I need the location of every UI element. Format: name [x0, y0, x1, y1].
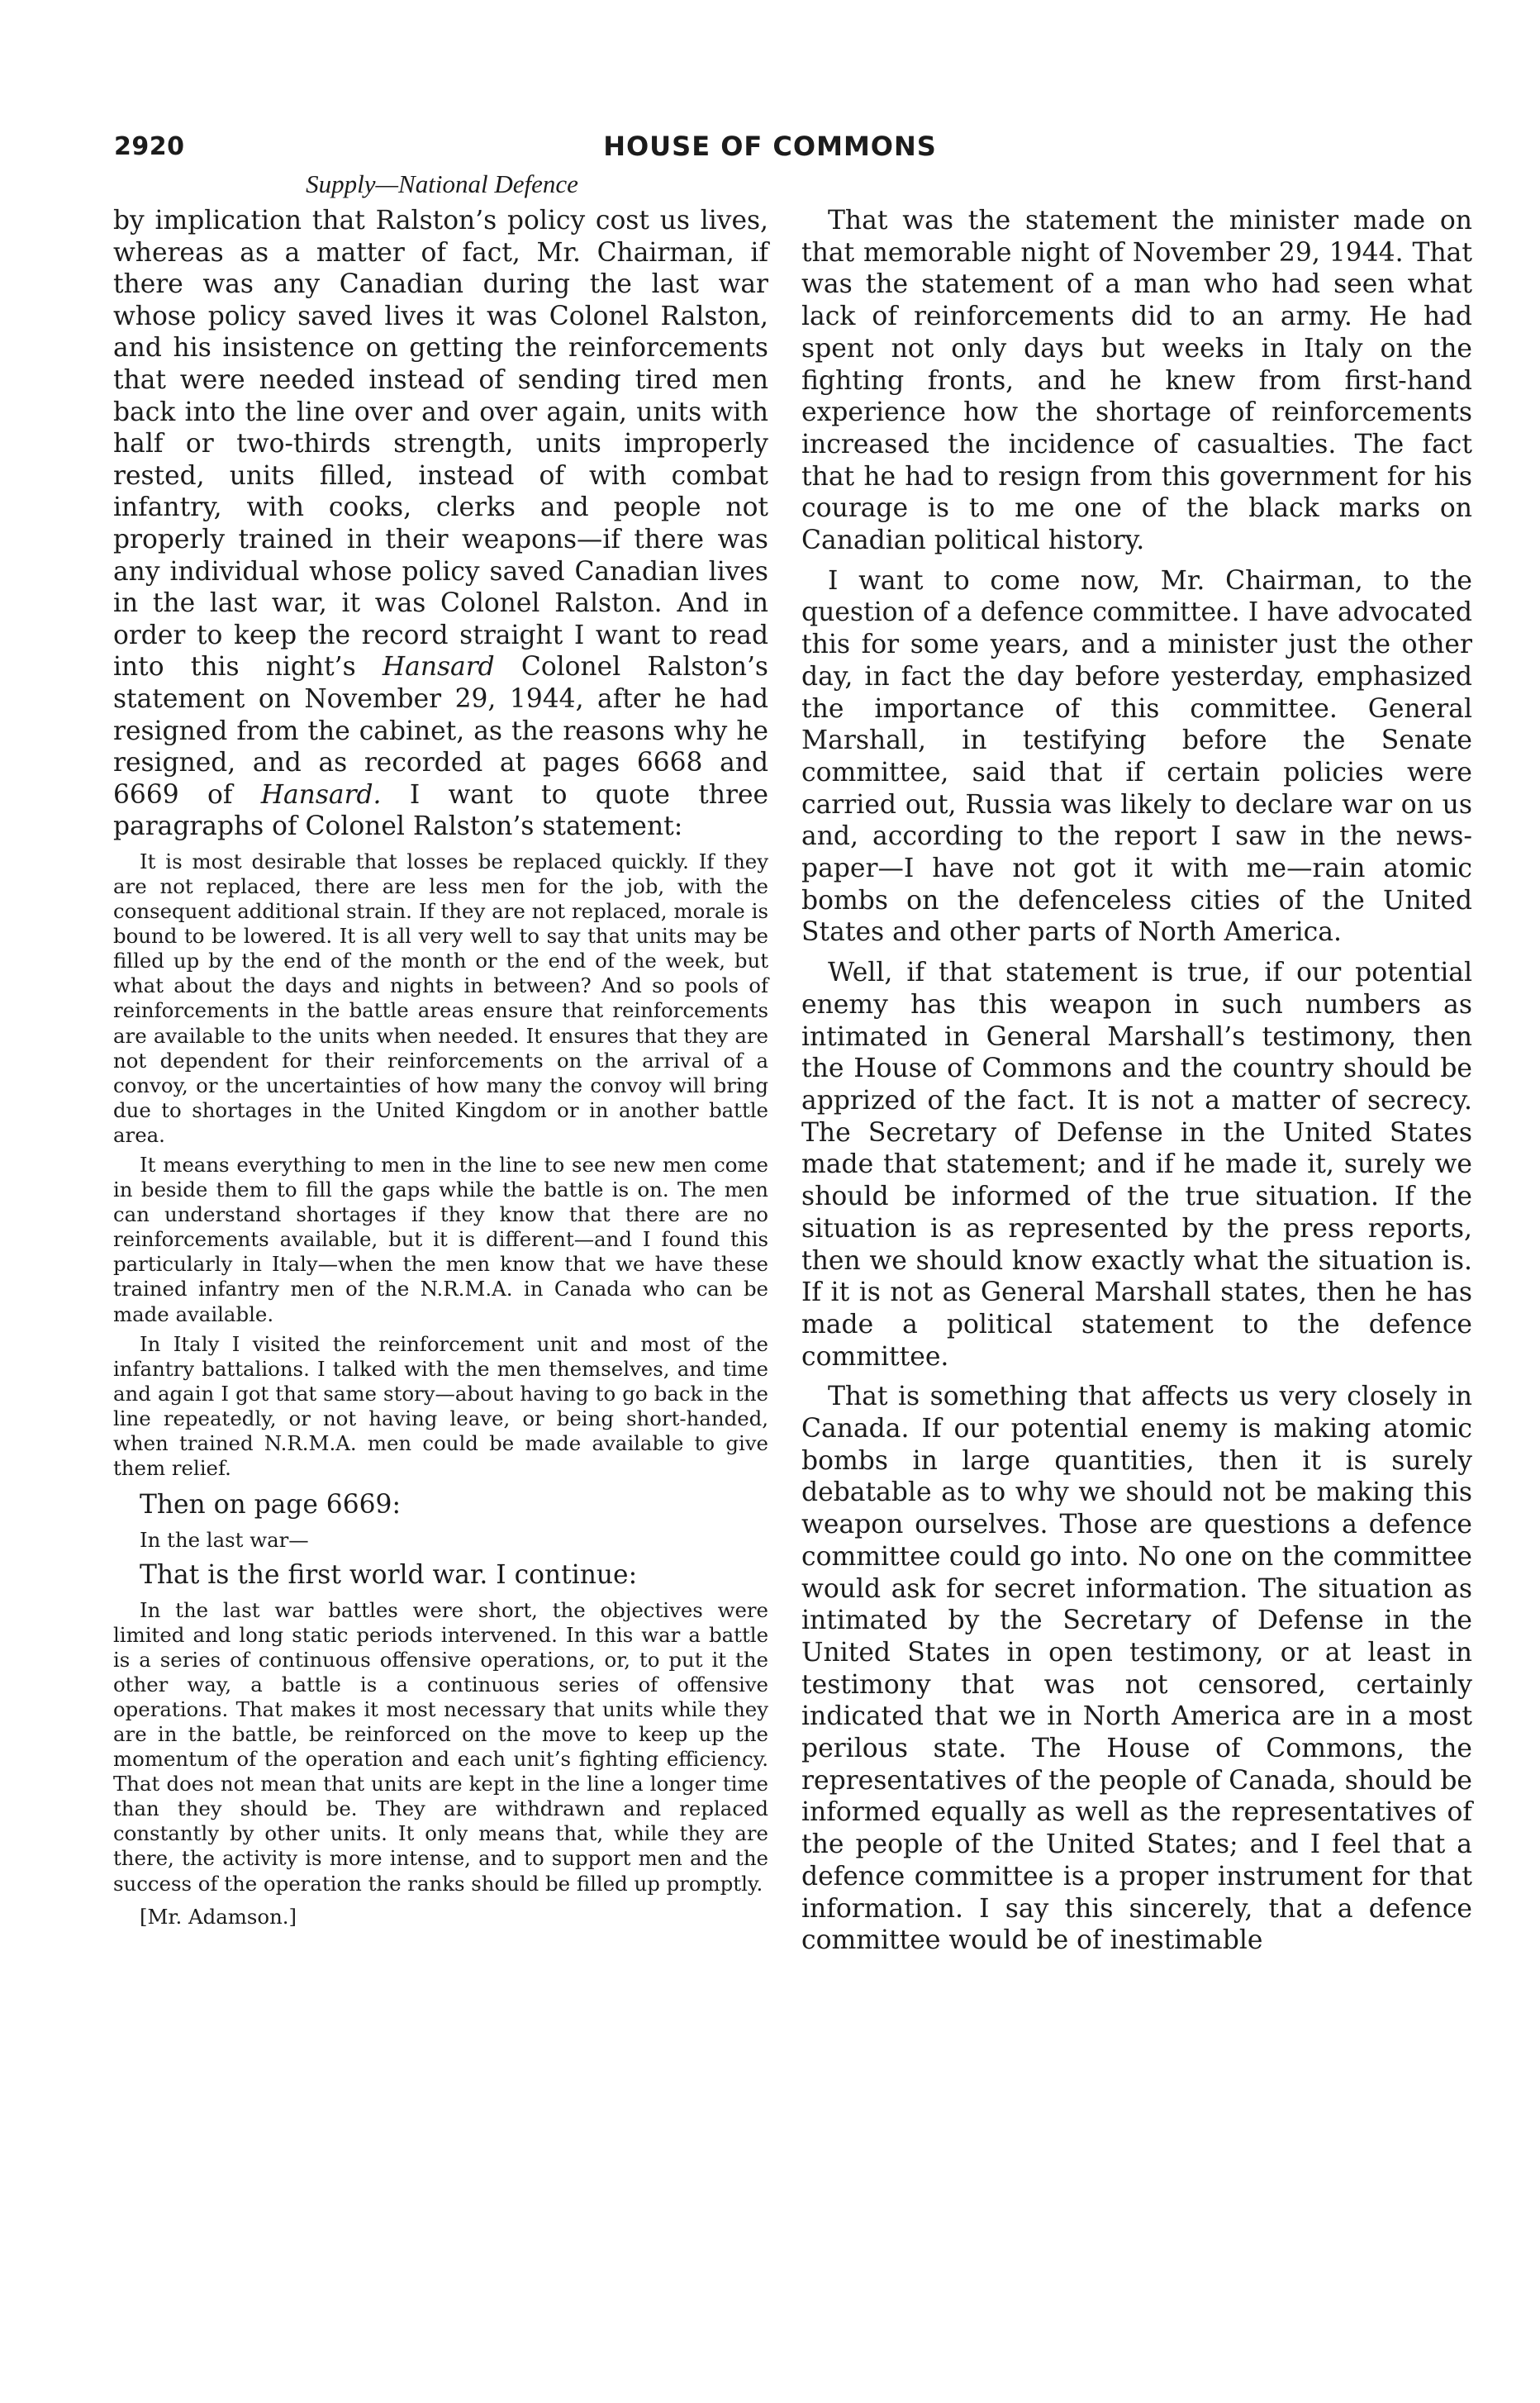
paragraph: That is something that affects us very closely in Canada. If our potential enemy is making atomic bombs in large quantities, then it is surely debatable as to why we should not be making this weapon ourselves. Those are questions a defence committee could go into. No one on the committee would ask for secret information. The situation as intimated by the Secretary of Defense in the United States in open testimony, or at least in testimony that was not censored, certainly indicated that we in North America are in a most perilous state. The House of Commons, the representatives of the people of Canada, should be informed equally as well as the representatives of the people of the United States; and I feel that a defence committee is a proper instrument for that information. I say this sincerely, that a defence committee would be of inestimable	[801, 1382, 1472, 1956]
text-run: Colonel Ralston’s statement on November 29, 1944, after he had resigned from the cabinet, as the reasons why he resigned, and as recorded at pages 6668 and 6669 of	[113, 652, 768, 810]
paragraph: That was the statement the minister made on that memorable night of November 29, 1944. That was the statement of a man who had seen what lack of reinforcements did to an army. He had spent not only days but weeks in Italy on the fighting fronts, and he knew from first-hand experience how the shortage of reinforcements increased the incidence of casualties. The fact that he had to resign from this government for his courage is to me one of the black marks on Canadian political history.	[801, 206, 1472, 556]
right-column	[801, 205, 1472, 1957]
italic-title: Hansard.	[260, 779, 382, 810]
italic-title: Hansard	[382, 652, 495, 683]
paragraph: Then on page 6669:	[140, 1490, 401, 1520]
block-quote: In Italy I visited the reinforcement unit and most of the infantry battalions. I talked with the men themselves, and time and again I got that same story—about having to go back in the line repeatedly, or not having leave, or being short-handed, when trained N.R.M.A. men could be made available to give them relief.	[113, 1331, 768, 1481]
speaker-note: [Mr. Adamson.]	[140, 1904, 297, 1929]
text-run: I want to quote three paragraphs of Colonel Ralston’s statement:	[113, 779, 768, 842]
paragraph: That is the first world war. I continue:	[140, 1559, 638, 1590]
paragraph: Well, if that statement is true, if our potential enemy has this weapon in such numbers as intimated in General Marshall’s testimony, then the House of Commons and the country should be apprized of the fact. It is not a matter of secrecy. The Secretary of Defense in the United States made that statement; and if he made it, surely we should be informed of the true situation. If the situation is as represented by the press reports, then we should know exactly what the situation is. If it is not as General Marshall states, then he has made a political statement to the defence committee.	[801, 958, 1472, 1372]
block-quote: It is most desirable that losses be replaced quickly. If they are not replaced, there are less men for the job, with the consequent additional strain. If they are not replaced, morale is bound to be lowered. It is all very well to say that units may be filled up by the end of the month or the end of the week, but what about the days and nights in between? And so pools of reinforcements in the battle areas ensure that reinforcements are available to the units when needed. It ensures that they are not dependent for their reinforcements on the arrival of a convoy, or the uncertainties of how many the convoy will bring due to shortages in the United Kingdom or in another battle area.	[113, 849, 768, 1147]
page-number: 2920	[114, 132, 185, 161]
paragraph	[113, 205, 768, 843]
left-column	[113, 205, 768, 1930]
block-quote: It means everything to men in the line to see new men come in beside them to fill the gaps while the battle is on. The men can understand shortages if they know that there are no reinforcements available, but it is different—and I found this particularly in Italy—when the men know that we have these trained infantry men of the N.R.M.A. in Canada who can be made available.	[113, 1153, 768, 1326]
block-quote: In the last war battles were short, the objectives were limited and long static periods intervened. In this war a battle is a series of continuous offensive operations, or, to put it the other way, a battle is a continuous series of offensive operations. That makes it most necessary that units while they are in the battle, be reinforced on the move to keep up the momentum of the operation and each unit’s fighting efficiency. That does not mean that units are kept in the line a longer time than they should be. They are withdrawn and replaced constantly by other units. It only means that, while they are there, the activity is more intense, and to support men and the success of the operation the ranks should be filled up promptly.	[113, 1597, 768, 1896]
section-heading: Supply—National Defence	[306, 169, 578, 198]
text-run: by implication that Ralston’s policy cost us lives, whereas as a matter of fact, Mr. Chairman, if there was any Canadian during the last war whose policy saved lives it was Colonel Ralston, and his insistence on getting the reinforcements that were needed instead of sending tired men back into the line over and over again, units with half or two-thirds strength, units improperly rested, units filled, instead of with combat infantry, with cooks, clerks and people not properly trained in their weapons—if there was any individual whose policy saved Canadian lives in the last war, it was Colonel Ralston. And in order to keep the record straight I want to read into this night’s	[113, 206, 768, 683]
block-quote: In the last war—	[140, 1527, 309, 1552]
running-head: HOUSE OF COMMONS	[603, 131, 937, 162]
paragraph: I want to come now, Mr. Chairman, to the question of a defence committee. I have advocated this for some years, and a minister just the other day, in fact the day before yesterday, emphasized the importance of this committee. General Marshall, in testifying before the Senate committee, said that if certain policies were carried out, Russia was likely to declare war on us and, according to the report I saw in the newspaper—I have not got it with me—rain atomic bombs on the defenceless cities of the United States and other parts of North America.	[801, 565, 1472, 948]
